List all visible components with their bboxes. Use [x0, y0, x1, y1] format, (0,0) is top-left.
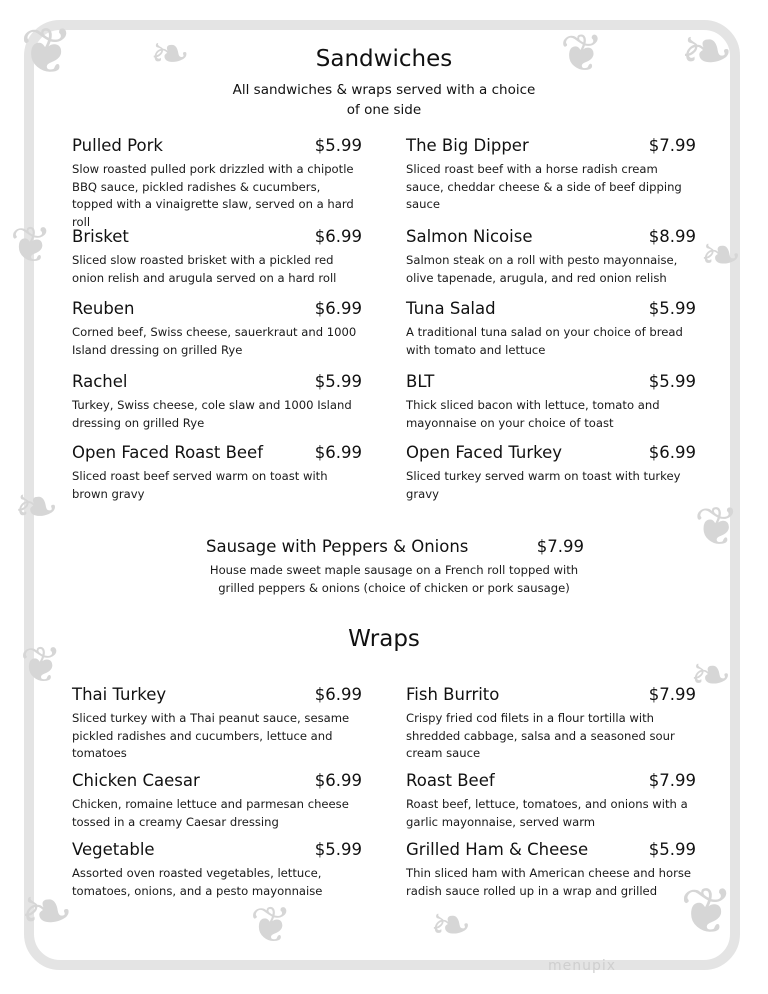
wraps-title: Wraps	[348, 626, 420, 652]
item-price: $7.99	[536, 537, 584, 556]
menu-item	[406, 771, 696, 831]
menu-item	[406, 840, 696, 900]
menu-item	[72, 685, 362, 763]
menu-item	[406, 372, 696, 432]
item-price: $5.99	[314, 136, 362, 155]
item-name: Brisket	[72, 227, 129, 246]
item-name: Pulled Pork	[72, 136, 163, 155]
item-description: Chicken, romaine lettuce and parmesan cheese tossed in a creamy Caesar dressing	[72, 797, 349, 829]
menu-item	[72, 372, 362, 432]
item-name: Grilled Ham & Cheese	[406, 840, 589, 859]
item-name: Open Faced Roast Beef	[72, 443, 264, 462]
item-description: Salmon steak on a roll with pesto mayonnaise, olive tapenade, arugula, and red onion relish	[406, 253, 678, 285]
leaf-icon: ❧	[430, 896, 472, 954]
item-name: Roast Beef	[406, 771, 495, 790]
leaf-icon: ❦	[10, 216, 52, 274]
menu-item	[72, 771, 362, 831]
menu-item-featured	[204, 537, 584, 597]
item-description: Corned beef, Swiss cheese, sauerkraut and 1000 Island dressing on grilled Rye	[72, 325, 357, 357]
menu-item	[406, 136, 696, 214]
item-price: $5.99	[648, 372, 696, 391]
leaf-icon: ❦	[680, 875, 734, 949]
item-price: $7.99	[648, 771, 696, 790]
leaf-icon: ❦	[20, 636, 62, 694]
menu-item	[406, 685, 696, 763]
item-description: Roast beef, lettuce, tomatoes, and onions with a garlic mayonnaise, served warm	[406, 797, 688, 829]
item-description: Sliced slow roasted brisket with a pickled red onion relish and arugula served on a hard roll	[72, 253, 337, 285]
item-price: $8.99	[648, 227, 696, 246]
leaf-icon: ❧	[150, 26, 191, 82]
item-price: $6.99	[314, 299, 362, 318]
leaf-icon: ❦	[20, 15, 74, 89]
item-price: $5.99	[648, 299, 696, 318]
leaf-icon: ❧	[20, 875, 74, 949]
item-name: Chicken Caesar	[72, 771, 200, 790]
watermark: menupix	[548, 958, 617, 974]
item-price: $6.99	[648, 443, 696, 462]
leaf-icon: ❧	[690, 646, 732, 704]
item-name: Vegetable	[72, 840, 155, 859]
item-name: The Big Dipper	[406, 136, 529, 155]
menu-item	[406, 299, 696, 359]
item-description: Turkey, Swiss cheese, cole slaw and 1000 Island dressing on grilled Rye	[72, 398, 352, 430]
sandwiches-title: Sandwiches	[315, 46, 453, 72]
item-description: Sliced turkey served warm on toast with turkey gravy	[406, 469, 681, 501]
item-description: Sliced roast beef with a horse radish cream sauce, cheddar cheese & a side of beef dipping sauce	[406, 162, 682, 211]
item-description: Assorted oven roasted vegetables, lettuce, tomatoes, onions, and a pesto mayonnaise	[72, 866, 323, 898]
menu-item	[406, 227, 696, 287]
item-name: Open Faced Turkey	[406, 443, 563, 462]
item-name: Thai Turkey	[72, 685, 167, 704]
item-description: Crispy fried cod filets in a flour tortilla with shredded cabbage, salsa and a seasoned sour cream sauce	[406, 711, 675, 760]
leaf-icon: ❦	[250, 896, 292, 954]
item-name: Tuna Salad	[406, 299, 496, 318]
item-description: Slow roasted pulled pork drizzled with a chipotle BBQ sauce, pickled radishes & cucumbers, topped with a vinaigrette slaw, served on a hard roll	[72, 162, 354, 229]
item-price: $5.99	[314, 840, 362, 859]
item-description: Thick sliced bacon with lettuce, tomato and mayonnaise on your choice of toast	[406, 398, 660, 430]
item-price: $7.99	[648, 685, 696, 704]
sandwiches-subtitle-line2: of one side	[346, 102, 422, 118]
item-description: Sliced turkey with a Thai peanut sauce, sesame pickled radishes and cucumbers, lettuce and tomatoes	[72, 711, 350, 760]
item-name: Sausage with Peppers & Onions	[206, 537, 469, 556]
item-name: Salmon Nicoise	[406, 227, 533, 246]
item-price: $7.99	[648, 136, 696, 155]
sandwiches-subtitle-line1: All sandwiches & wraps served with a choice	[232, 82, 536, 98]
leaf-icon: ❧	[680, 15, 734, 89]
menu-item	[72, 840, 362, 900]
item-price: $6.99	[314, 227, 362, 246]
leaf-icon: ❧	[14, 475, 60, 538]
item-name: Fish Burrito	[406, 685, 500, 704]
item-name: Reuben	[72, 299, 135, 318]
item-name: Rachel	[72, 372, 128, 391]
menu-item	[72, 136, 362, 231]
item-description: A traditional tuna salad on your choice of bread with tomato and lettuce	[406, 325, 683, 357]
item-description: House made sweet maple sausage on a French roll topped with grilled peppers & onions (choice of chicken or pork sausage)	[209, 563, 579, 595]
item-description: Thin sliced ham with American cheese and horse radish sauce rolled up in a wrap and grilled	[406, 866, 692, 898]
item-price: $6.99	[314, 771, 362, 790]
menu-item	[72, 227, 362, 287]
item-price: $5.99	[648, 840, 696, 859]
item-price: $6.99	[314, 443, 362, 462]
item-name: BLT	[406, 372, 435, 391]
item-price: $5.99	[314, 372, 362, 391]
item-description: Sliced roast beef served warm on toast with brown gravy	[72, 469, 328, 501]
item-price: $6.99	[314, 685, 362, 704]
menu-item	[406, 443, 696, 503]
leaf-icon: ❦	[694, 495, 740, 558]
leaf-icon: ❧	[700, 226, 742, 284]
leaf-icon: ❦	[560, 24, 604, 84]
menu-item	[72, 443, 362, 503]
menu-item	[72, 299, 362, 359]
